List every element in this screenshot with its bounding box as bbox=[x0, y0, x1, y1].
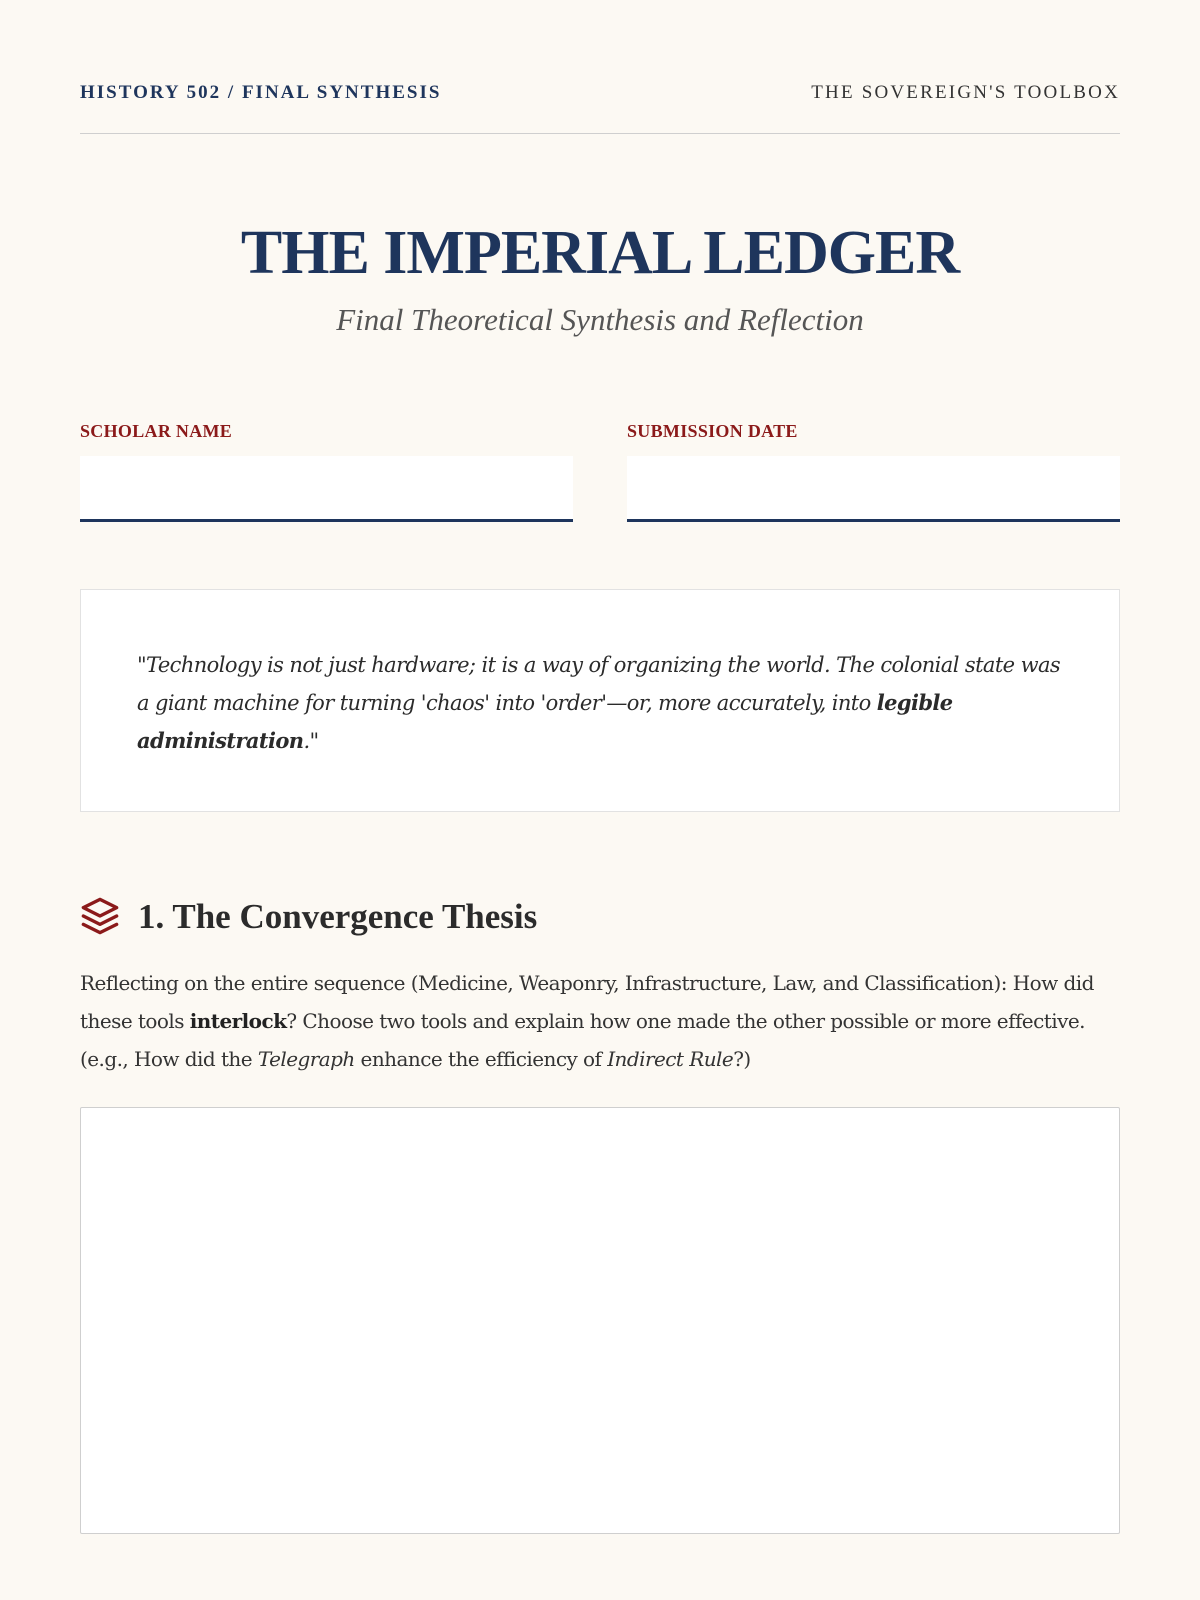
quote-text-end: ." bbox=[303, 729, 319, 753]
prompt-italic-telegraph: Telegraph bbox=[257, 1047, 355, 1071]
scholar-name-label: SCHOLAR NAME bbox=[80, 421, 233, 441]
layers-icon bbox=[80, 896, 120, 936]
quote-emphasis: legible administration bbox=[137, 690, 953, 753]
page-subtitle: Final Theoretical Synthesis and Reflection bbox=[336, 302, 864, 337]
prompt-text-a: Reflecting on the entire sequence (Medicine, Weaponry, Infrastructure, Law, and Classification): How did these tools bbox=[80, 971, 1094, 1033]
quote-text-start: "Technology is not just hardware; it is a way of organizing the world. The colonial state was a giant machine for turning 'chaos' into 'order'—or, more accurately, into bbox=[137, 653, 1061, 715]
series-label: THE SOVEREIGN'S TOOLBOX bbox=[811, 82, 1120, 103]
section-1-prompt bbox=[80, 964, 1120, 1078]
worksheet-page bbox=[80, 0, 1120, 1600]
submission-date-input[interactable] bbox=[627, 456, 1120, 522]
prompt-text-b: ? Choose two tools and explain how one made the other possible or more effective. (e.g., How did the bbox=[80, 1009, 1085, 1071]
prompt-text-d: ?) bbox=[733, 1047, 751, 1071]
section-1-title: 1. The Convergence Thesis bbox=[138, 897, 538, 936]
prompt-italic-indirect-rule: Indirect Rule bbox=[607, 1047, 734, 1071]
page-title: THE IMPERIAL LEDGER bbox=[240, 219, 960, 287]
scholar-name-input[interactable] bbox=[80, 456, 573, 522]
section-1-answer-textarea[interactable] bbox=[80, 1107, 1120, 1534]
submission-date-label: SUBMISSION DATE bbox=[627, 421, 798, 441]
course-label: HISTORY 502 / FINAL SYNTHESIS bbox=[80, 82, 442, 103]
prompt-text-c: enhance the efficiency of bbox=[354, 1047, 608, 1071]
section-1-heading bbox=[80, 894, 1120, 940]
page-header bbox=[80, 82, 1120, 134]
prompt-bold-term: interlock bbox=[189, 1009, 287, 1033]
epigraph-quote-box bbox=[80, 589, 1120, 812]
epigraph-quote bbox=[137, 646, 1067, 760]
